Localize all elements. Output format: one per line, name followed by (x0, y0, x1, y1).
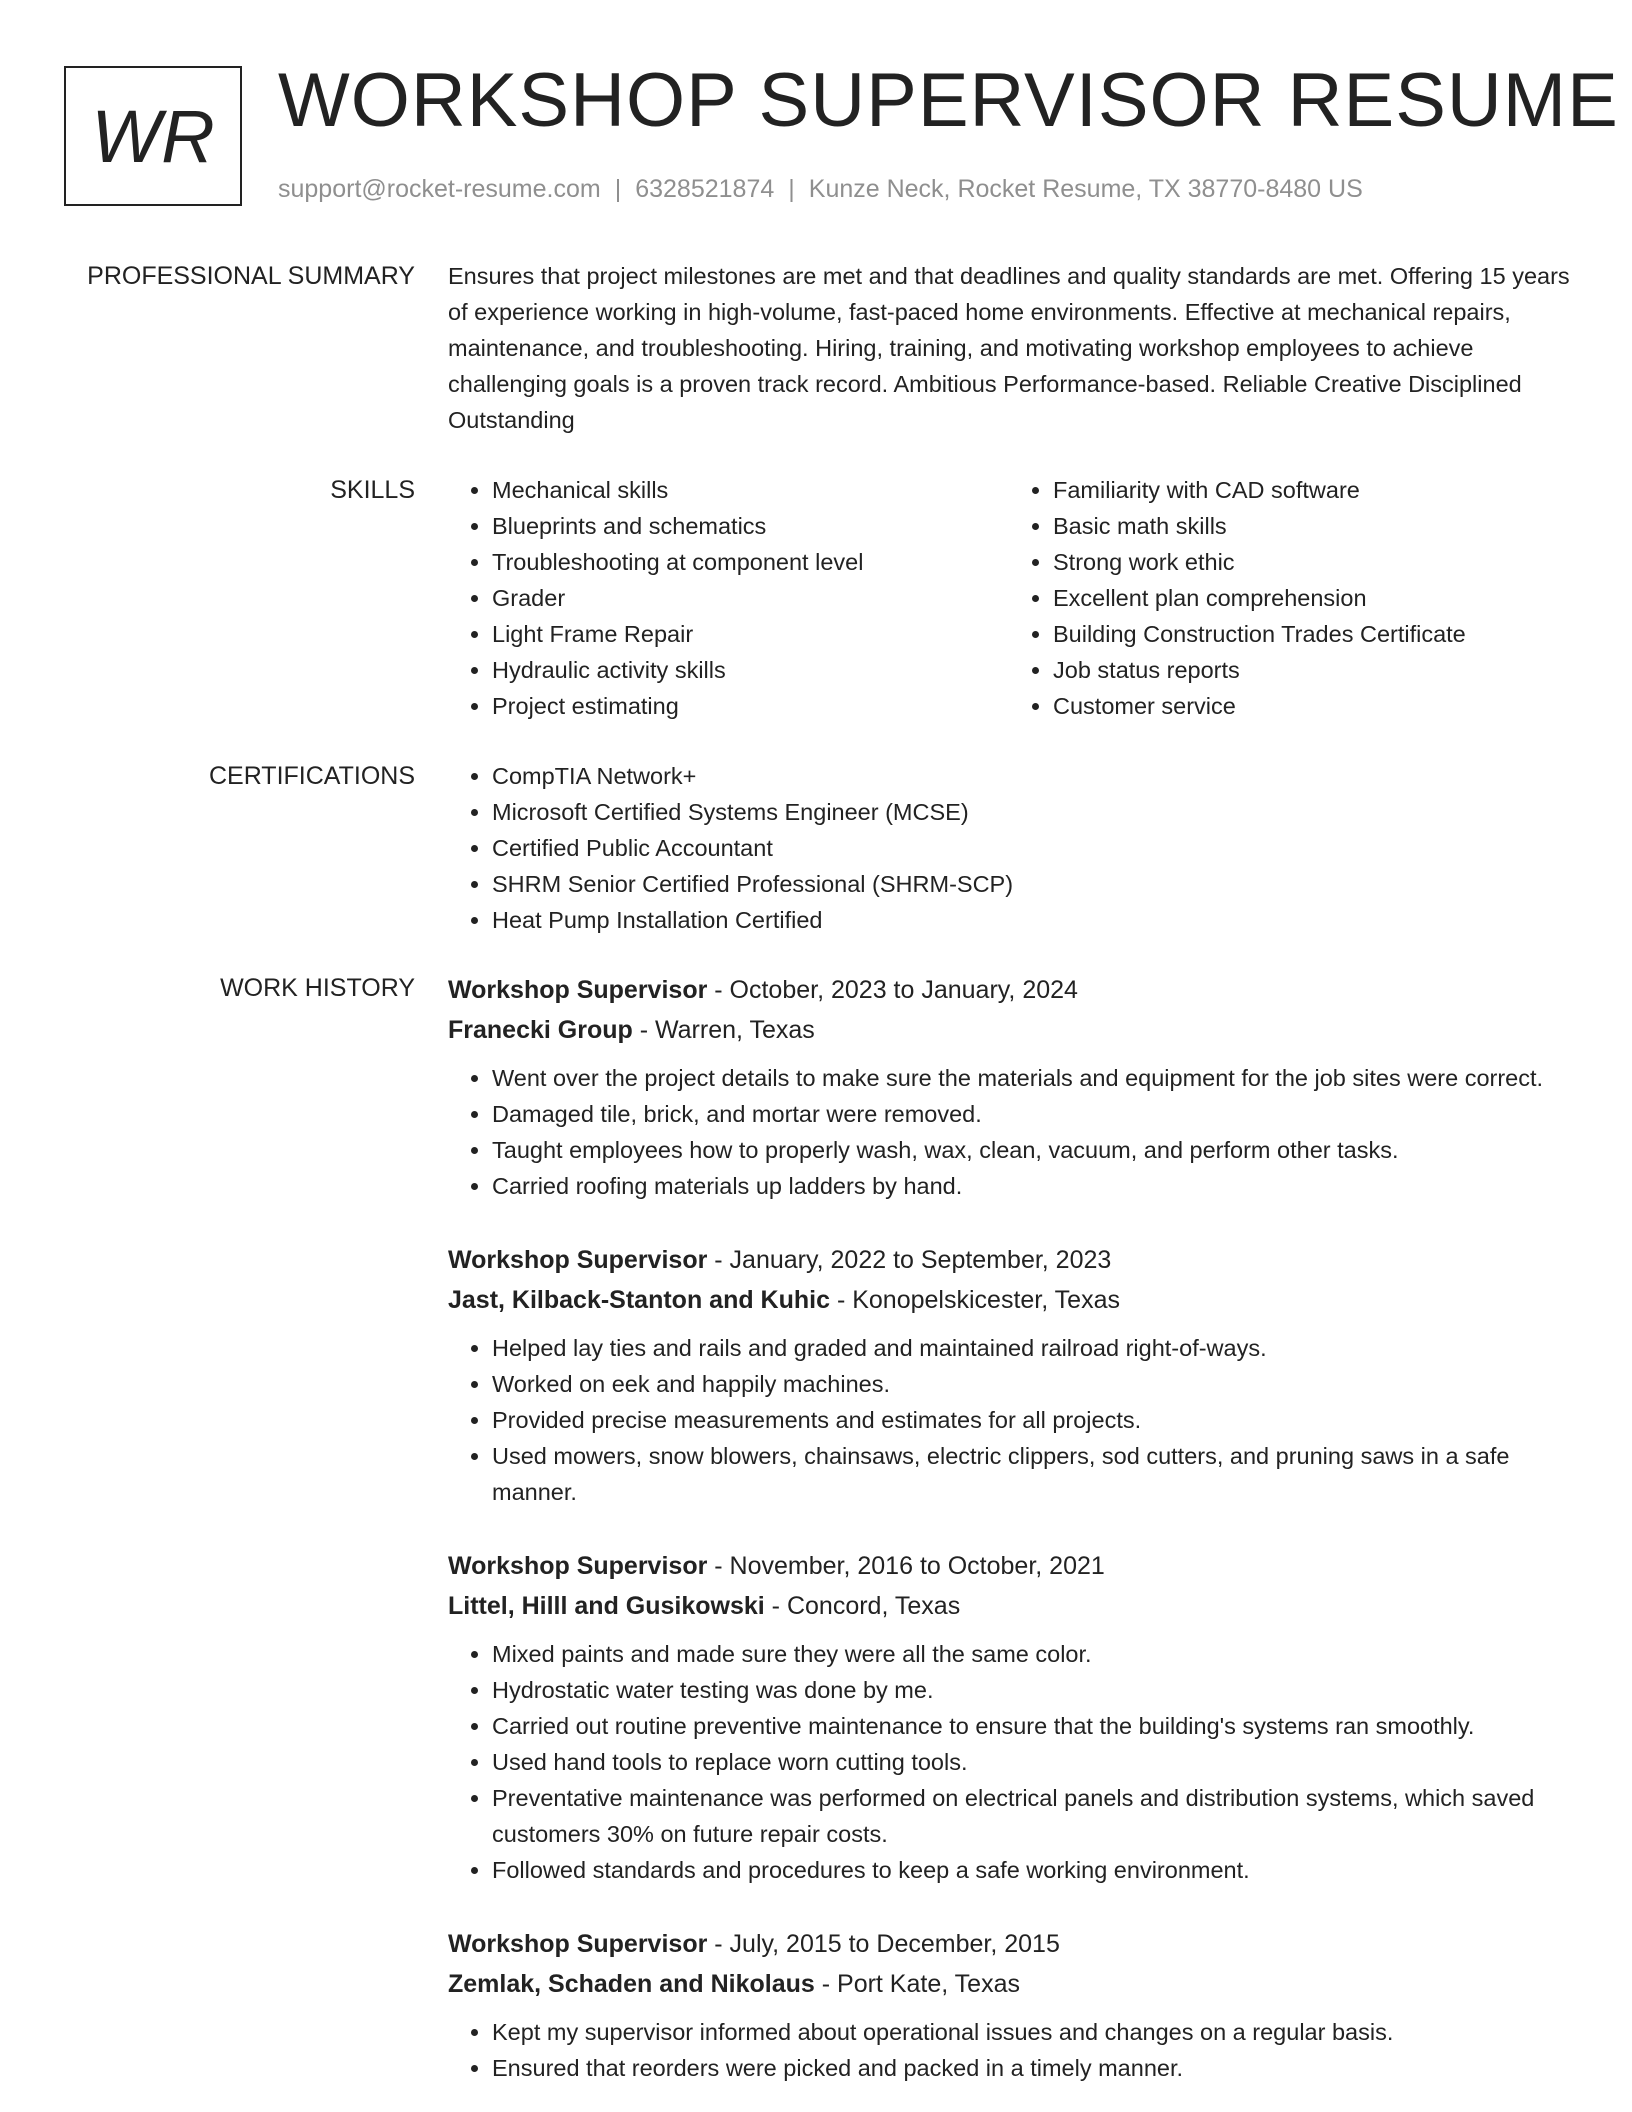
work-history-body (448, 970, 1570, 2086)
job-company: Littel, Hilll and Gusikowski (448, 1592, 765, 1620)
job-dates: - July, 2015 to December, 2015 (707, 1930, 1060, 1958)
job-entry (448, 1546, 1570, 1888)
certification-item: • Heat Pump Installation Certified (492, 902, 1570, 938)
job-bullets (448, 1060, 1570, 1204)
job-bullet: • Carried out routine preventive maintenance to ensure that the building's systems ran smoothly. (492, 1708, 1570, 1744)
job-company-line (448, 1586, 1570, 1626)
contact-separator: | (788, 175, 795, 203)
contact-phone[interactable]: 6328521874 (635, 175, 775, 203)
contact-separator: | (614, 175, 622, 203)
certification-item: • CompTIA Network+ (492, 758, 1570, 794)
skills-list-left (448, 472, 1009, 724)
job-bullet: • Worked on eek and happily machines. (492, 1366, 1570, 1402)
section-label-summary: PROFESSIONAL SUMMARY (87, 262, 415, 290)
job-entry (448, 1240, 1570, 1510)
job-dates: - October, 2023 to January, 2024 (707, 976, 1078, 1004)
job-entry (448, 970, 1570, 1204)
job-dates: - November, 2016 to October, 2021 (707, 1552, 1105, 1580)
section-label-certifications: CERTIFICATIONS (208, 762, 415, 790)
job-bullet: • Used mowers, snow blowers, chainsaws, electric clippers, sod cutters, and pruning saws in a safe manner. (492, 1438, 1570, 1510)
skill-item: • Building Construction Trades Certificate (1053, 616, 1570, 652)
certifications-body (448, 758, 1570, 938)
job-bullet: • Used hand tools to replace worn cutting tools. (492, 1744, 1570, 1780)
job-bullet: • Provided precise measurements and estimates for all projects. (492, 1402, 1570, 1438)
skill-item: • Light Frame Repair (492, 616, 1009, 652)
skills-list-right (1009, 472, 1570, 724)
job-bullet: • Preventative maintenance was performed on electrical panels and distribution systems, which saved customers 30% on future repair costs. (492, 1780, 1570, 1852)
contact-address: Kunze Neck, Rocket Resume, TX 38770-8480 US (808, 175, 1363, 203)
job-title-line (448, 970, 1570, 1010)
skills-columns (448, 472, 1570, 724)
skill-item: • Strong work ethic (1053, 544, 1570, 580)
job-bullet: • Mixed paints and made sure they were all the same color. (492, 1636, 1570, 1672)
job-bullet: • Followed standards and procedures to keep a safe working environment. (492, 1852, 1570, 1888)
job-bullets (448, 2014, 1570, 2086)
job-location: - Port Kate, Texas (814, 1970, 1020, 1998)
skill-item: • Hydraulic activity skills (492, 652, 1009, 688)
job-title: Workshop Supervisor (448, 1552, 708, 1580)
job-bullets (448, 1330, 1570, 1510)
job-bullet: • Kept my supervisor informed about operational issues and changes on a regular basis. (492, 2014, 1570, 2050)
job-title: Workshop Supervisor (448, 976, 708, 1004)
contact-email[interactable]: support@rocket-resume.com (278, 175, 601, 203)
job-title-line (448, 1924, 1570, 1964)
job-company: Jast, Kilback-Stanton and Kuhic (448, 1286, 831, 1314)
certification-item: • Certified Public Accountant (492, 830, 1570, 866)
job-company-line (448, 1280, 1570, 1320)
job-company: Franecki Group (448, 1016, 633, 1044)
job-bullet: • Carried roofing materials up ladders by hand. (492, 1168, 1570, 1204)
skill-item: • Job status reports (1053, 652, 1570, 688)
certification-item: • SHRM Senior Certified Professional (SHRM-SCP) (492, 866, 1570, 902)
skill-item: • Blueprints and schematics (492, 508, 1009, 544)
skill-item: • Project estimating (492, 688, 1009, 724)
job-bullet: • Ensured that reorders were picked and packed in a timely manner. (492, 2050, 1570, 2086)
monogram-logo: WR (64, 66, 242, 206)
job-company-line (448, 1010, 1570, 1050)
job-location: - Concord, Texas (764, 1592, 961, 1620)
skill-item: • Mechanical skills (492, 472, 1009, 508)
job-entry (448, 1924, 1570, 2086)
section-label-skills: SKILLS (330, 476, 415, 504)
job-company: Zemlak, Schaden and Nikolaus (448, 1970, 815, 1998)
certifications-list (448, 758, 1570, 938)
skill-item: • Grader (492, 580, 1009, 616)
job-bullet: • Taught employees how to properly wash, wax, clean, vacuum, and perform other tasks. (492, 1132, 1570, 1168)
resume-title: WORKSHOP SUPERVISOR RESUME (278, 58, 1619, 143)
job-bullet: • Damaged tile, brick, and mortar were removed. (492, 1096, 1570, 1132)
job-dates: - January, 2022 to September, 2023 (707, 1246, 1112, 1274)
certification-item: • Microsoft Certified Systems Engineer (MCSE) (492, 794, 1570, 830)
skill-item: • Troubleshooting at component level (492, 544, 1009, 580)
skill-item: • Familiarity with CAD software (1053, 472, 1570, 508)
job-bullet: • Hydrostatic water testing was done by me. (492, 1672, 1570, 1708)
job-bullets (448, 1636, 1570, 1888)
job-title: Workshop Supervisor (448, 1246, 708, 1274)
job-title: Workshop Supervisor (448, 1930, 708, 1958)
job-location: - Konopelskicester, Texas (830, 1286, 1120, 1314)
skill-item: • Basic math skills (1053, 508, 1570, 544)
job-bullet: • Went over the project details to make sure the materials and equipment for the job sites were correct. (492, 1060, 1570, 1096)
contact-line (278, 175, 1363, 204)
summary-text: Ensures that project milestones are met and that deadlines and quality standards are met. Offering 15 years of experience working in high-volume, fast-paced home environments. Effective at mechanical repairs, maintenance, and troubleshooting. Hiring, training, and motivating workshop employees to achieve challenging goals is a proven track record. Ambitious Performance-based. Reliable Creative Disciplined Outstanding (448, 263, 1570, 433)
section-label-work-history: WORK HISTORY (220, 974, 415, 1002)
skill-item: • Customer service (1053, 688, 1570, 724)
job-title-line (448, 1240, 1570, 1280)
job-title-line (448, 1546, 1570, 1586)
job-company-line (448, 1964, 1570, 2004)
skill-item: • Excellent plan comprehension (1053, 580, 1570, 616)
job-bullet: • Helped lay ties and rails and graded and maintained railroad right-of-ways. (492, 1330, 1570, 1366)
job-location: - Warren, Texas (632, 1016, 815, 1044)
